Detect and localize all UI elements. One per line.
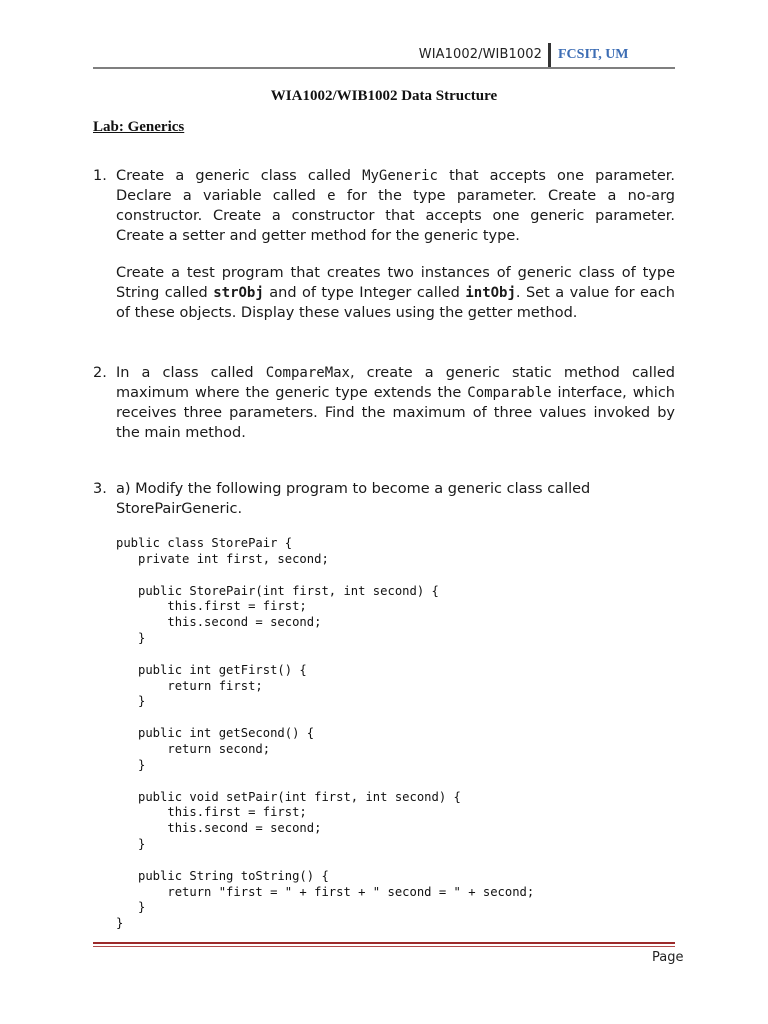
question-number: 1. [93,168,107,184]
header-rule [93,67,675,69]
text-run: , create a generic static method called maximum where the generic type extends the [116,365,675,401]
footer-rule-thin [93,946,675,947]
code-line: return "first = " + first + " second = " + second; [116,884,535,899]
code-line: } [116,757,146,772]
code-term: Comparable [467,385,552,401]
code-line: this.first = first; [116,805,307,820]
code-term: MyGeneric [362,168,438,184]
question-paragraph [116,166,675,246]
text-run: that accepts one parameter. Declare a variable called [116,168,675,204]
text-run: Create a test program that creates two instances of generic class of type String called [116,265,675,301]
text-run: . Set a value for each of these objects. Display these values using the getter method. [116,285,675,321]
code-term: e [327,188,336,204]
header-separator [548,43,551,67]
footer-page-label: Page [652,950,684,965]
code-line: } [116,900,146,915]
code-line: return second; [116,741,271,756]
question-3 [93,479,675,519]
code-line: this.second = second; [116,615,322,630]
text-run: Create a generic class called [116,168,363,184]
code-line: } [116,631,146,646]
question-2 [93,363,675,443]
code-line: return first; [116,678,263,693]
code-line: public class StorePair { [116,536,293,550]
lab-heading: Lab: Generics [93,119,185,135]
question-paragraph [116,479,675,519]
code-line: private int first, second; [116,551,329,566]
header-course-code: WIA1002/WIB1002 [418,47,542,62]
text-run: StorePairGeneric. [116,501,243,517]
footer-rule [93,942,675,944]
code-line: public String toString() { [116,868,329,883]
question-number: 2. [93,365,107,381]
code-line: public int getSecond() { [116,726,315,741]
code-line: this.first = first; [116,599,307,614]
code-line: public int getFirst() { [116,662,307,677]
question-body [116,479,675,519]
code-term: intObj [465,285,516,301]
text-run: for the type parameter. Create a no-arg constructor. Create a constructor that accepts one generic parameter. Create a setter and getter method for the generic type. [116,188,675,244]
code-term: CompareMax [265,365,350,381]
code-line: this.second = second; [116,821,322,836]
code-term: strObj [213,285,264,301]
text-run: interface, which receives three parameters. Find the maximum of three values invoked by the main method. [116,385,675,441]
question-1 [93,166,675,323]
question-paragraph [116,363,675,443]
header-faculty: FCSIT, UM [558,47,629,62]
code-line: } [116,916,124,931]
code-line: } [116,694,146,709]
code-listing [116,536,534,932]
question-body [116,166,675,323]
text-run: and of type Integer called [263,285,466,301]
text-run: In a class called [116,365,266,381]
document-title: WIA1002/WIB1002 Data Structure [270,88,498,104]
code-line: } [116,837,146,852]
question-body [116,363,675,443]
question-number: 3. [93,481,107,497]
code-line: public StorePair(int first, int second) { [116,583,439,598]
page-header [93,40,675,70]
question-paragraph [116,263,675,323]
text-run: a) Modify the following program to become a generic class called [116,481,591,497]
code-line: public void setPair(int first, int second) { [116,789,461,804]
